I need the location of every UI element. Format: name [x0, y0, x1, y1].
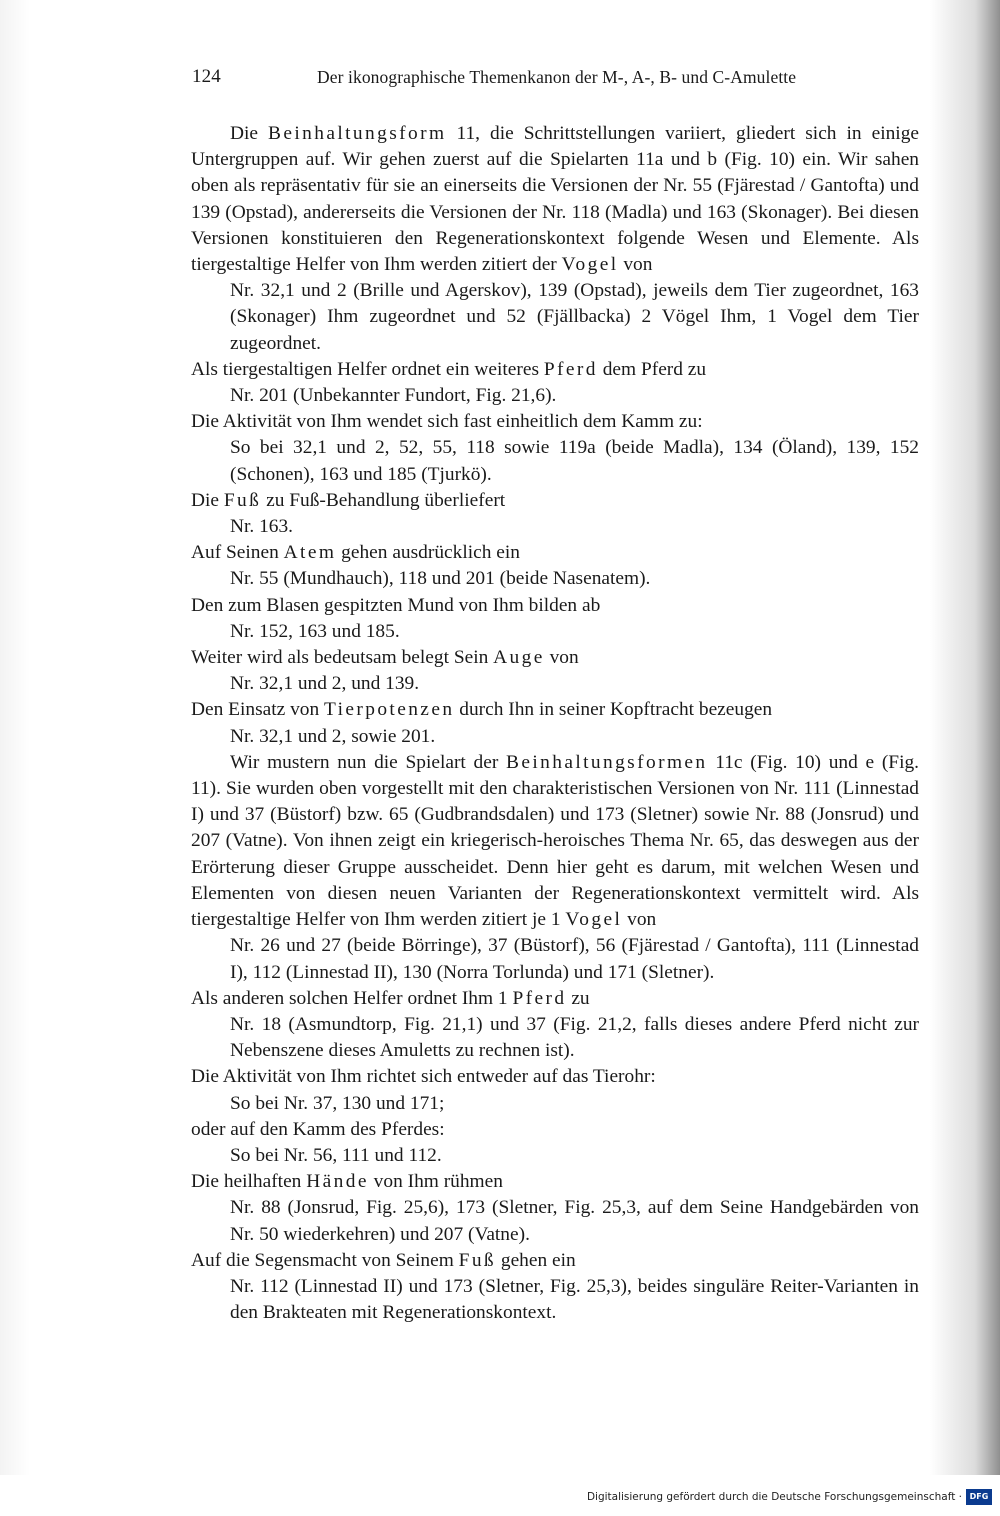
paragraph: [191, 540, 919, 566]
spaced-term: Pferd: [543, 358, 598, 380]
funding-note: Digitalisierung gefördert durch die Deutsche Forschungsgemeinschaft ·: [586, 1491, 962, 1503]
text-run: gehen ausdrücklich ein: [336, 542, 520, 564]
paragraph: [191, 645, 919, 671]
running-title: Der ikonographische Themenkanon der M-, A-, B- und C-Amulette: [317, 67, 797, 87]
reference-list: Nr. 201 (Unbekannter Fundort, Fig. 21,6).: [230, 385, 557, 407]
text-run: gehen ein: [496, 1249, 576, 1271]
spaced-term: Fuß: [458, 1249, 497, 1271]
text-run: zu: [566, 987, 590, 1009]
text-run: von: [622, 909, 657, 931]
text-run: Weiter wird als bedeutsam belegt Sein: [191, 647, 494, 669]
reference-list: Nr. 32,1 und 2 (Brille und Agerskov), 139 (Opstad), jeweils dem Tier zugeordnet, 163 (Skonager) Ihm zugeordnet und 52 (Fjällbacka) 2 Vögel Ihm, 1 Vogel dem Tier zugeordnet.: [230, 280, 919, 354]
paragraph: [191, 697, 919, 723]
paragraph: [191, 1248, 919, 1274]
text-run: 11c (Fig. 10) und e (Fig. 11). Sie wurden oben vorgestellt mit den charakteristischen Versionen von Nr. 111 (Linnestad I) und 37 (Büstorf) bzw. 65 (Gudbrandsdalen) und 173 (Sletner) sowie Nr. 88 (Jonsrud) und 207 (Vatne). Von ihnen zeigt ein kriegerisch-heroisches Thema Nr. 65, das deswegen aus der Erörterung dieser Gruppe ausscheidet. Denn hier geht es darum, mit welchen Wesen und Elementen von diesen neuen Varianten der Regenerationskontext vermittelt wird. Als tiergestaltige Helfer von Ihm werden zitiert je 1: [191, 751, 919, 931]
spaced-term: Vogel: [561, 254, 619, 276]
spaced-term: Vogel: [565, 909, 623, 931]
reference-list: So bei Nr. 56, 111 und 112.: [230, 1144, 442, 1166]
reference-list: So bei 32,1 und 2, 52, 55, 118 sowie 119a (beide Madla), 134 (Öland), 139, 152 (Schonen), 163 und 185 (Tjurkö).: [230, 437, 919, 485]
spaced-term: Hände: [306, 1171, 369, 1193]
reference-list: Nr. 32,1 und 2, sowie 201.: [230, 725, 436, 747]
spaced-term: Auge: [493, 647, 545, 669]
reference-list: Nr. 88 (Jonsrud, Fig. 25,6), 173 (Sletner, Fig. 25,3, auf dem Seine Handgebärden von Nr. 50 wiederkehren) und 207 (Vatne).: [230, 1197, 919, 1245]
digitization-footer: [0, 1484, 1000, 1516]
text-run: Die: [230, 123, 269, 144]
paragraph: [191, 1169, 919, 1195]
text-run: Wir mustern nun die Spielart der: [230, 751, 506, 773]
paragraph: Den zum Blasen gespitzten Mund von Ihm bilden ab: [191, 594, 601, 616]
text-run: Die heilhaften: [191, 1171, 307, 1193]
text-run: dem Pferd zu: [597, 358, 707, 380]
reference-list: Nr. 163.: [230, 516, 294, 538]
spaced-term: Beinhaltungsform: [268, 123, 447, 144]
paragraph: [191, 121, 919, 278]
paragraph: [191, 986, 919, 1012]
spaced-term: Pferd: [512, 987, 567, 1009]
text-run: Auf Seinen: [191, 542, 284, 564]
reference-list: Nr. 152, 163 und 185.: [230, 620, 400, 642]
reference-list: Nr. 18 (Asmundtorp, Fig. 21,1) und 37 (Fig. 21,2, falls dieses andere Pferd nicht zur Nebenszene dieses Amuletts zu rechnen ist).: [230, 1013, 919, 1062]
spaced-term: Atem: [283, 542, 337, 564]
text-run: Den Einsatz von: [191, 699, 325, 721]
text-run: 11, die Schrittstellungen variiert, gliedert sich in einige Untergruppen auf. Wir gehen zuerst auf die Spielarten 11a und b (Fig. 10) ein. Wir sahen oben als repräsentativ für sie an einerseits die Versionen der Nr. 55 (Fjärestad / Gantofta) und 139 (Opstad), andererseits die Versionen der Nr. 118 (Madla) und 163 (Skonager). Bei diesen Versionen konstituieren den Regenerationskontext folgende Wesen und Elemente. Als tiergestaltige Helfer von Ihm werden zitiert der: [191, 123, 919, 276]
reference-list: Nr. 112 (Linnestad II) und 173 (Sletner, Fig. 25,3), beides singuläre Reiter-Varianten in den Brakteaten mit Regenerationskontext.: [230, 1275, 919, 1324]
paragraph: Die Aktivität von Ihm richtet sich entweder auf das Tierohr:: [191, 1066, 656, 1088]
paragraph: [191, 488, 919, 514]
paragraph: [191, 357, 919, 383]
text-run: durch Ihn in seiner Kopftracht bezeugen: [454, 699, 773, 721]
text-run: von: [618, 254, 653, 276]
paragraph: oder auf den Kamm des Pferdes:: [191, 1118, 445, 1140]
page-number: 124: [192, 66, 221, 87]
reference-list: Nr. 32,1 und 2, und 139.: [230, 673, 420, 695]
text-run: Als tiergestaltigen Helfer ordnet ein weiteres: [191, 358, 544, 380]
text-run: Als anderen solchen Helfer ordnet Ihm 1: [191, 987, 513, 1009]
paragraph: Die Aktivität von Ihm wendet sich fast einheitlich dem Kamm zu:: [191, 411, 703, 433]
reference-list: So bei Nr. 37, 130 und 171;: [230, 1092, 445, 1114]
spaced-term: Fuß: [223, 489, 262, 511]
text-run: von: [544, 647, 579, 669]
spaced-term: Tierpotenzen: [324, 699, 455, 721]
reference-list: Nr. 55 (Mundhauch), 118 und 201 (beide Nasenatem).: [230, 568, 651, 590]
spaced-term: Beinhaltungsformen: [506, 751, 708, 773]
paragraph: [191, 750, 919, 933]
dfg-logo-icon: DFG: [966, 1489, 992, 1505]
text-run: Die: [191, 489, 224, 511]
text-run: Auf die Segensmacht von Seinem: [191, 1249, 459, 1271]
body-text: [191, 121, 919, 1326]
text-run: von Ihm rühmen: [368, 1171, 503, 1193]
reference-list: Nr. 26 und 27 (beide Börringe), 37 (Büstorf), 56 (Fjärestad / Gantofta), 111 (Linnestad I), 112 (Linnestad II), 130 (Norra Torlunda) und 171 (Sletner).: [230, 935, 919, 983]
text-run: zu Fuß-Behandlung überliefert: [261, 489, 506, 511]
